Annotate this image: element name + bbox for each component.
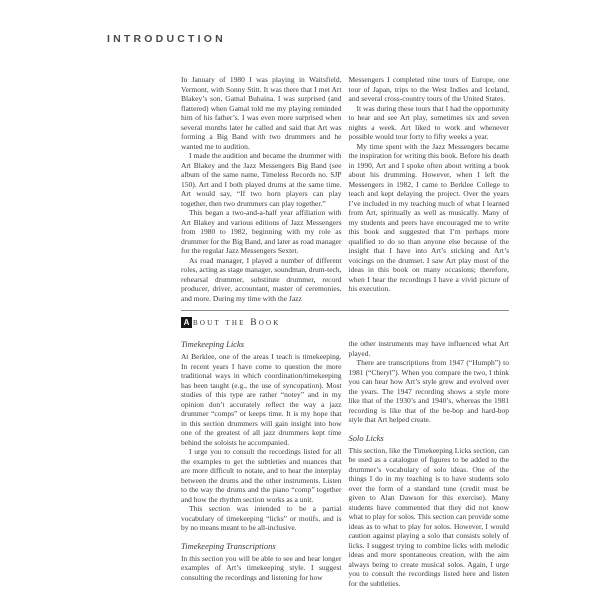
- about-the-book-heading: [181, 317, 509, 328]
- intro-paragraph: In January of 1980 I was playing in Waitsfield, Vermont, with Sonny Stitt. It was there that I met Art Blakey’s son, Gamal Buhaina. I was surprised (and flattered) when Gamal told me my playing reminded him of his father’s. I was even more surprised when several months later he called and said that Art was forming a Big Band with two drummers and he wanted me to audition.: [181, 75, 342, 151]
- page-title: INTRODUCTION: [107, 33, 226, 45]
- intro-left-column: [181, 75, 342, 303]
- about-paragraph: I urge you to consult the recordings listed for all the examples to get the subtleties and nuances that are more difficult to notate, and to hear the interplay between the drums and the other instruments. Listen to the way the drums and the piano “comp” together and how the rhythm section works as a unit.: [181, 447, 342, 504]
- intro-paragraph: It was during these tours that I had the opportunity to hear and see Art play, sometimes six and seven nights a week. Art liked to work and whenever possible would tour forty to fifty weeks a year.: [348, 103, 509, 141]
- subhead-solo-licks: Solo Licks: [348, 432, 384, 443]
- about-paragraph: This section, like the Timekeeping Licks section, can be used as a catalogue of figures to be added to the drummer’s vocabulary of solo ideas. One of the things I do in my teaching is to have students solo over the form of a standard tune (credit must be given to Alan Dawson for this exercise). Many students have commented that they did not know what to play for solos. This section can provide some ideas as to what to play for solos. However, I would caution against playing a solo that consists solely of licks. I suggest trying to combine licks with melodic ideas and more spontaneous creation, with the aim always being to create musical solos. Again, I urge you to consult the recordings listed here and listen for the subtleties.: [348, 445, 509, 588]
- intro-right-column: [349, 75, 510, 303]
- about-section: [181, 339, 509, 588]
- about-paragraph: the other instruments may have influenced what Art played.: [348, 339, 509, 358]
- reversed-initial-letter: A: [183, 317, 190, 327]
- reversed-initial-box: [181, 317, 192, 328]
- about-paragraph: At Berklee, one of the areas I teach is timekeeping. In recent years I have come to question the more traditional ways in which coordination/timekeeping has been taught (e.g., the use of syncopation). Most studies of this type are rather “notey” and in my opinion don’t accurately reflect the way a jazz drummer “comps” or keeps time. It is my hope that in this section drummers will gain insight into how one of the greatest of all jazz drummers kept time behind the soloists he accompanied.: [181, 352, 342, 447]
- intro-paragraph: This began a two-and-a-half year affiliation with Art Blakey and various editions of Jazz Messengers from 1980 to 1982, beginning with my role as drummer for the Big Band, and later as road manager for the regular Jazz Messengers Sextet.: [181, 208, 342, 255]
- intro-paragraph: Messengers I completed nine tours of Europe, one tour of Japan, trips to the West Indies and Iceland, and several cross-country tours of the United States.: [348, 75, 509, 103]
- about-paragraph: This section was intended to be a partial vocabulary of timekeeping “licks” or motifs, and is by no means meant to be all-inclusive.: [181, 504, 342, 532]
- intro-paragraph: My time spent with the Jazz Messengers became the inspiration for writing this book. Before his death in 1990, Art and I spoke often about writing a book about his drumming. However, when I left the Messengers in 1982, I came to Berklee College to teach and kept delaying the project. Over the years I’ve included in my teaching much of what I learned from Art, spiritually as well as musically. Many of my students and peers have encouraged me to write this book and suggested that I’m perhaps more qualified to do so than anyone else because of the insight that I have into Art’s sticking and Art’s voicings on the drumset. I saw Art play most of the ideas in this book on many occasions; therefore, when I hear the recordings I have a vivid picture of his execution.: [348, 141, 509, 293]
- intro-section: [181, 75, 509, 303]
- about-left-column: [181, 339, 342, 588]
- subhead-timekeeping-transcriptions: Timekeeping Transcriptions: [181, 540, 276, 551]
- about-paragraph: There are transcriptions from 1947 (“Humph”) to 1981 (“Cheryl”). When you compare the two, I think you can hear how Art’s style grew and evolved over the years. The 1947 recording shows a style more like that of the 1930’s and 1940’s, whereas the 1981 recording is like that of the be-bop and hard-bop style that Art helped create.: [348, 358, 509, 424]
- section-divider-rule: [181, 310, 509, 311]
- page-content: [181, 75, 509, 588]
- intro-paragraph: As road manager, I played a number of different roles, acting as stage manager, soundman, drum-tech, rehearsal drummer, substitute drummer, record producer, driver, accountant, master of ceremonies, and more. During my time with the Jazz: [181, 255, 342, 303]
- about-right-column: [349, 339, 510, 588]
- subhead-timekeeping-licks: Timekeeping Licks: [181, 339, 245, 349]
- about-paragraph: In this section you will be able to see and hear longer examples of Art’s timekeeping style. I suggest consulting the recordings and listening for how: [181, 553, 342, 582]
- about-heading-text: bout the Book: [193, 317, 281, 328]
- intro-paragraph: I made the audition and became the drummer with Art Blakey and the Jazz Messengers Big Band (see album of the same name, Timeless Records no. SJP 150). Art and I both played drums at the same time. Art would say, “If two horn players can play together, then two drummers can play together.”: [181, 151, 342, 208]
